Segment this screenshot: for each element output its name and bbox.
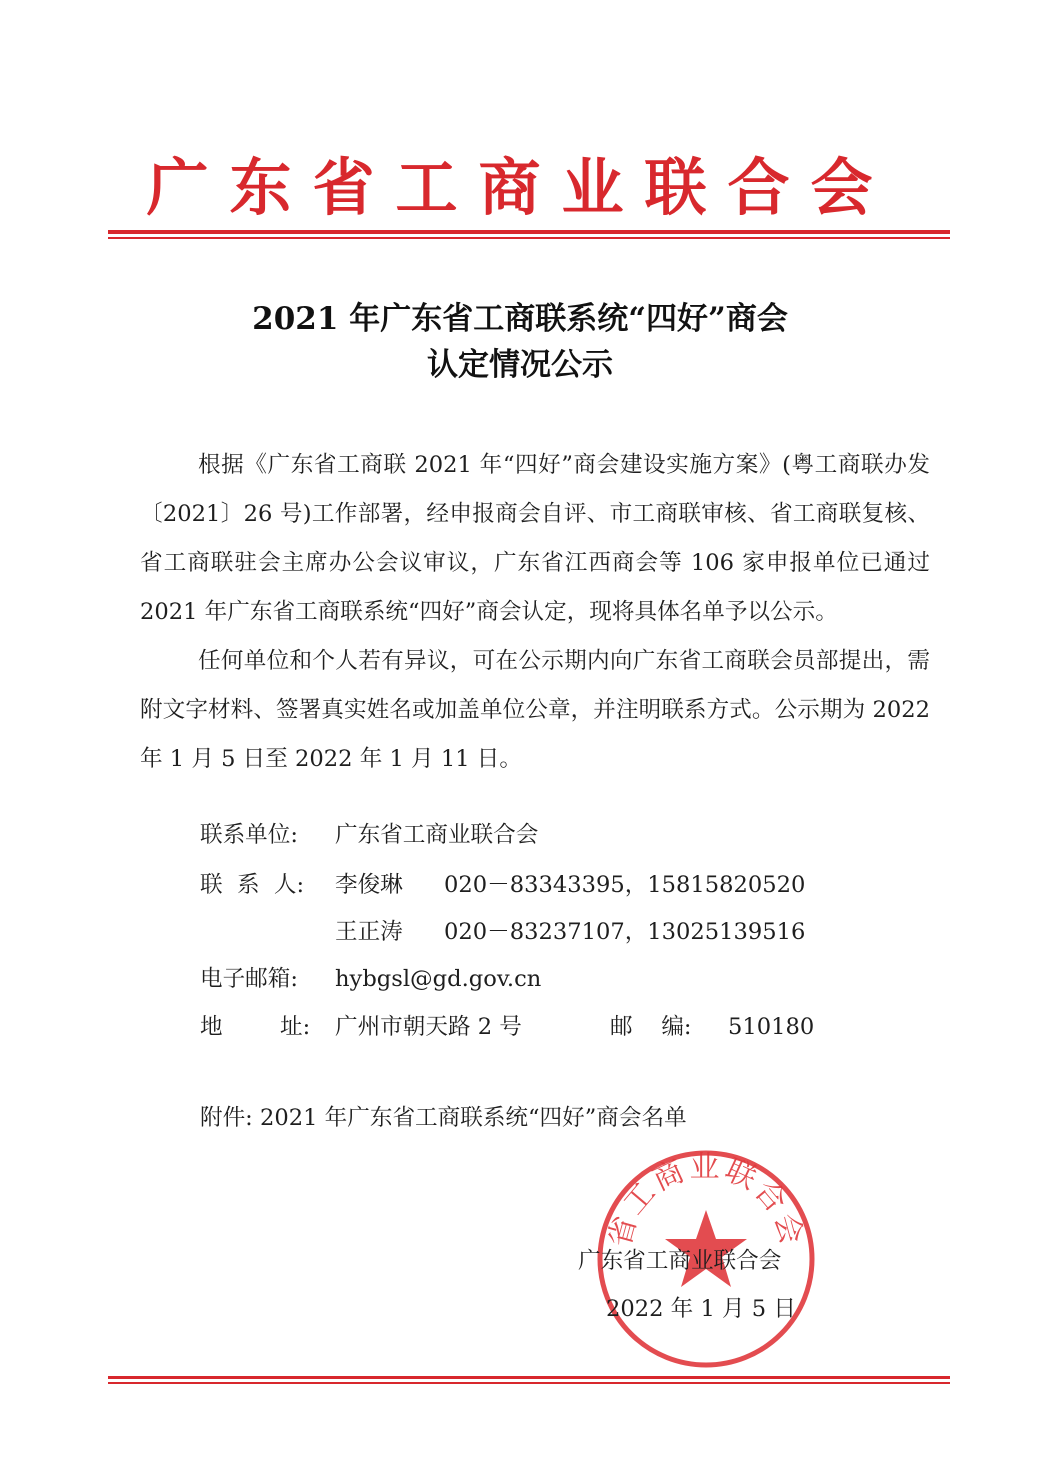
contact-person2-phone: 020－83237107，13025139516 [444,919,806,945]
contact-email-label: 电子邮箱: [200,966,298,992]
footer-rule [108,1376,950,1384]
contact-address-value: 广州市朝天路 2 号 [335,1014,522,1040]
signature-org: 广东省工商业联合会 [578,1248,782,1274]
contact-person1-name: 李俊琳 [335,872,403,898]
contact-postcode-label: 邮 编: [610,1014,692,1040]
contact-unit-label: 联系单位: [200,822,298,848]
document-body [140,441,930,784]
contact-email-value[interactable]: hybgsl@gd.gov.cn [335,966,542,992]
letterhead-title: 广东省工商业联合会 [146,151,894,224]
seal-arc-text: 省工商业联合会 [602,1149,810,1251]
letterhead-rule [108,230,950,239]
body-paragraph: 任何单位和个人若有异议，可在公示期内向广东省工商联会员部提出，需附文字材料、签署真实姓名或加盖单位公章，并注明联系方式。公示期为 2022 年 1 月 5 日至 2022 年 1 月 11 日。 [140,648,930,772]
contact-person1-phone: 020－83343395，15815820520 [444,872,806,898]
document-title-line2: 认定情况公示 [427,347,613,383]
contact-person-label: 联 系 人: [200,872,305,898]
document-title-line1: 2021 年广东省工商联系统“四好”商会 [252,301,788,337]
body-paragraph: 根据《广东省工商联 2021 年“四好”商会建设实施方案》(粤工商联办发〔2021〕26 号)工作部署，经申报商会自评、市工商联审核、省工商联复核、省工商联驻会主席办公会议审议，广东省江西商会等 106 家申报单位已通过 2021 年广东省工商联系统“四好”商会认定，现将具体名单予以公示。 [140,452,930,625]
contact-address-label: 地 址: [200,1014,311,1040]
contact-unit-value: 广东省工商业联合会 [335,822,539,848]
attachment-note: 附件: 2021 年广东省工商联系统“四好”商会名单 [200,1105,687,1131]
contact-person2-name: 王正涛 [335,919,403,945]
signature-date: 2022 年 1 月 5 日 [606,1296,796,1322]
contact-postcode-value: 510180 [728,1014,815,1040]
